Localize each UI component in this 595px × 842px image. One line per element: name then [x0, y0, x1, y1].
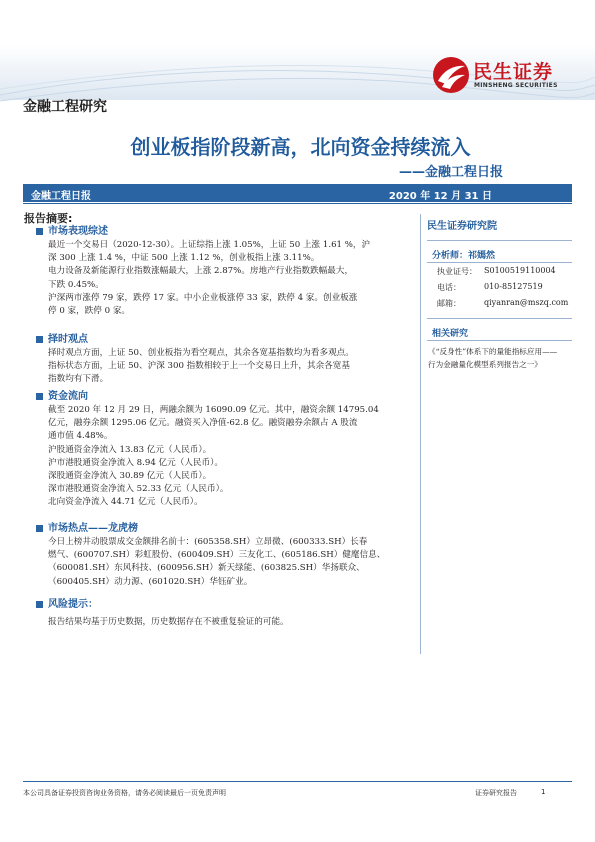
logo-mark-icon — [432, 56, 470, 94]
report-type: 金融工程日报 — [31, 191, 91, 202]
section-timing-view — [36, 333, 416, 387]
column-divider — [420, 214, 421, 654]
paragraph-line: 深市港股通资金净流入 52.33 亿元（人民币）。 — [48, 484, 229, 495]
phone-label: 电话： — [437, 283, 461, 292]
paragraph-line: 深 300 上涨 1.4 %，中证 500 上涨 1.12 %，创业板指上涨 3.11%。 — [48, 253, 320, 264]
section-title: 市场热点——龙虎榜 — [36, 522, 416, 536]
info-bar — [23, 184, 572, 202]
paragraph-line: 沪股通资金净流入 13.83 亿元（人民币）。 — [48, 444, 212, 455]
paragraph-line: 沪市港股通资金净流入 8.94 亿元（人民币）。 — [48, 457, 223, 468]
related-research-item[interactable] — [428, 345, 557, 371]
paragraph-line: （600405.SH）动力源、(601020.SH）华钰矿业。 — [48, 576, 253, 587]
license-value: S0100519110004 — [484, 266, 556, 275]
email-label: 邮箱： — [437, 299, 461, 308]
paragraph-line: 报告结果均基于历史数据，历史数据存在不被重复验证的可能。 — [48, 617, 289, 627]
paragraph-line: 截至 2020 年 12 月 29 日，两融余额为 16090.09 亿元。其中，融资余额 14795.04 — [48, 405, 379, 415]
paragraph-line: 今日上榜井动股票成交金额排名前十：(605358.SH）立昂微、(600333.SH）长春 — [48, 537, 368, 547]
section-market-review — [36, 225, 416, 318]
summary-heading: 报告摘要: — [24, 212, 73, 225]
section-hot-spots — [36, 522, 416, 589]
email-value[interactable]: qiyanran@mszq.com — [484, 298, 569, 307]
section-title: 择时观点 — [36, 333, 416, 347]
paragraph-line: （600081.SH）东风科技、(600956.SH）新天绿能、(603825.SH）华扬联众、 — [48, 563, 365, 574]
logo-chinese-name: 民生证券 — [473, 61, 554, 83]
report-subtitle: ——金融工程日报 — [398, 165, 503, 180]
section-title: 风险提示： — [36, 598, 416, 612]
license-label: 执业证号： — [437, 267, 477, 276]
sidebar-divider — [427, 262, 572, 263]
footer-disclaimer: 本公司具备证券投资咨询业务资格，请务必阅读最后一页免责声明 — [23, 789, 226, 797]
paragraph-line: 深股通资金净流入 30.89 亿元（人民币）。 — [48, 471, 212, 482]
paragraph-line: 北向资金净流入 44.71 亿元（人民币）。 — [48, 497, 203, 508]
paragraph-line: 燃气、(600707.SH）彩虹股份、(600409.SH）三友化工、(605186.SH）健麾信息、 — [48, 550, 386, 561]
sidebar-divider — [427, 318, 572, 319]
related-research-label: 相关研究 — [432, 329, 469, 339]
section-fund-flow — [36, 390, 416, 510]
section-title: 资金流向 — [36, 390, 416, 404]
institute-name: 民生证券研究院 — [427, 221, 497, 232]
related-line: 行为金融量化模型系列报告之一》 — [428, 360, 542, 369]
logo-english-name: MINSHENG SECURITIES — [474, 82, 558, 89]
sidebar-divider — [427, 240, 572, 241]
divider — [23, 203, 572, 204]
paragraph-line: 亿元，融券余额 1295.06 亿元。融资买入净值-62.8 亿。融资融券余额占 A 股流 — [48, 418, 358, 429]
paragraph-line: 通市值 4.48%。 — [48, 431, 113, 442]
square-bullet-icon — [36, 601, 43, 608]
square-bullet-icon — [36, 336, 43, 343]
related-line: 《“反身性”体系下的量能指标应用—— — [428, 347, 558, 356]
paragraph-line: 择时观点方面，上证 50、创业板指为看空观点，其余各宽基指数均为看多观点。 — [48, 348, 354, 358]
analyst-name: 分析师：祁嫣然 — [432, 251, 496, 261]
series-title: 金融工程研究 — [23, 99, 107, 115]
footer-divider — [23, 781, 572, 782]
company-logo — [432, 56, 572, 94]
square-bullet-icon — [36, 525, 43, 532]
square-bullet-icon — [36, 393, 43, 400]
paragraph-line: 最近一个交易日（2020-12-30）。上证综指上涨 1.05%，上证 50 上涨 1.61 %，沪 — [48, 240, 371, 250]
section-title: 市场表现综述 — [36, 225, 416, 239]
report-date: 2020 年 12 月 31 日 — [388, 191, 492, 202]
phone-value: 010-85127519 — [484, 282, 543, 291]
section-risk-warning — [36, 598, 416, 629]
page-number: 1 — [541, 788, 546, 796]
footer-report-type: 证券研究报告 — [475, 789, 517, 797]
paragraph-line: 停 0 家，跌停 0 家。 — [48, 306, 131, 317]
square-bullet-icon — [36, 228, 43, 235]
sidebar-divider — [427, 340, 572, 341]
paragraph-line: 电力设备及新能源行业指数涨幅最大，上涨 2.87%。房地产行业指数跌幅最大， — [48, 266, 354, 277]
paragraph-line: 指标状态方面，上证 50、沪深 300 指数相较于上一个交易日上升，其余各宽基 — [48, 361, 350, 372]
paragraph-line: 指数均有下滑。 — [48, 374, 109, 385]
paragraph-line: 沪深两市涨停 79 家，跌停 17 家。中小企业板涨停 33 家，跌停 4 家。创业板涨 — [48, 292, 358, 303]
report-title: 创业板指阶段新高，北向资金持续流入 — [130, 135, 471, 159]
paragraph-line: 下跌 0.45%。 — [48, 279, 104, 290]
